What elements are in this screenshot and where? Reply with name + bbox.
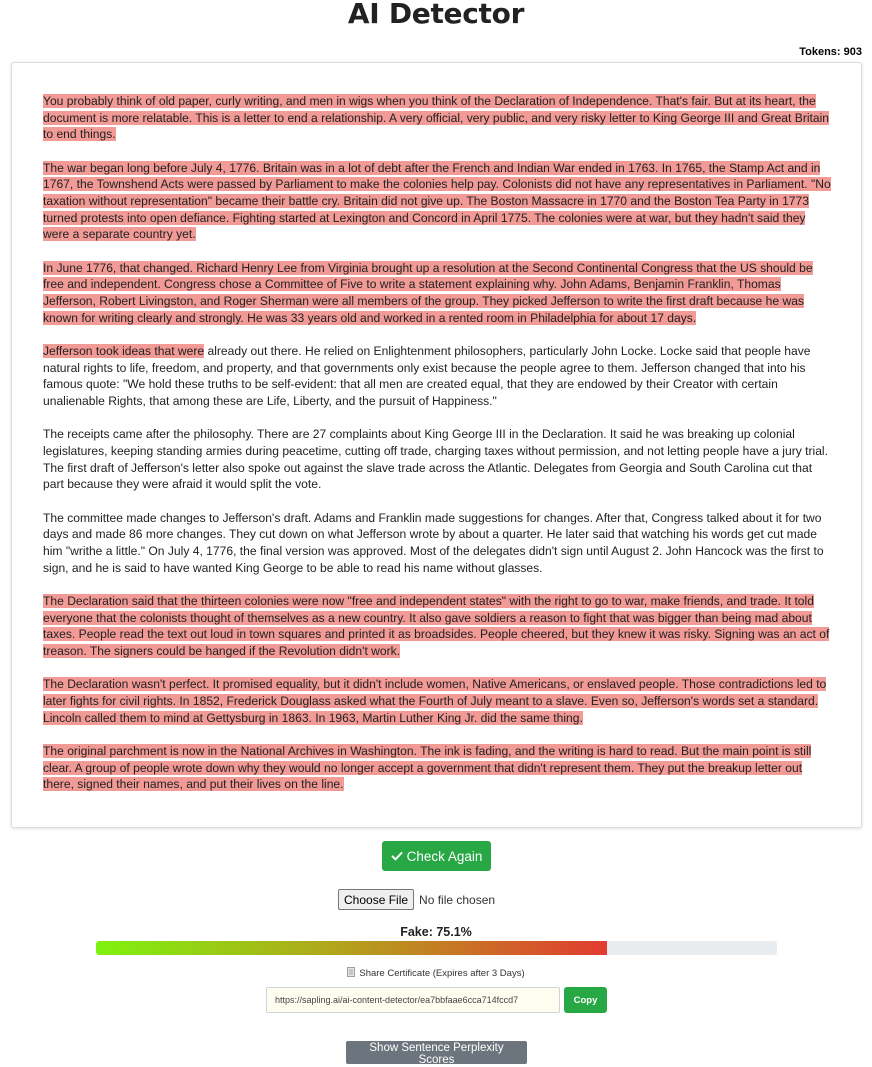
fake-score-label: Fake: 75.1% <box>400 925 472 939</box>
page-title: AI Detector <box>347 0 525 30</box>
text-paragraph <box>43 160 831 244</box>
file-upload <box>338 889 495 910</box>
human-text: The committee made changes to Jefferson's draft. Adams and Franklin made suggestions for changes. After that, Congress talked about it for two days and made 86 more changes. They cut down on what Jefferson wrote by about a quarter. He later said that watching his words get cut made him "writhe a little." On July 4, 1776, the final version was approved. Most of the delegates didn't sign until August 2. John Hancock was the first to sign, and he is said to have wanted King George to be able to read his name without glasses. <box>43 510 824 575</box>
check-again-button[interactable] <box>382 841 491 871</box>
text-paragraph <box>43 676 831 726</box>
text-paragraph <box>43 593 831 660</box>
ai-highlight: The war began long before July 4, 1776. Britain was in a lot of debt after the French and Indian War ended in 1763. In 1765, the Stamp Act and in 1767, the Townshend Acts were passed by Parliament to make the colonies help pay. Colonists did not have any representatives in Parliament. "No taxation without representation" became their battle cry. Britain did not give up. The Boston Massacre in 1770 and the Boston Tea Party in 1773 turned protests into open defiance. Fighting started at Lexington and Concord in April 1775. The colonies were at war, but they hadn't said they were a separate country yet. <box>43 160 831 242</box>
choose-file-button[interactable]: Choose File <box>338 889 414 910</box>
text-paragraph <box>43 260 831 327</box>
document-icon <box>347 967 355 977</box>
human-text: already out there. He relied on Enlightenment philosophers, particularly John Locke. Locke said that people have natural rights to life, freedom, and property, and that governments only exist because the people agree to them. Jefferson changed that into his famous quote: "We hold these truths to be self-evident: that all men are created equal, that they are endowed by their Creator with certain unalienable Rights, that among these are Life, Liberty, and the pursuit of Happiness." <box>43 343 811 409</box>
ai-highlight: You probably think of old paper, curly writing, and men in wigs when you think of the Declaration of Independence. That's fair. But at its heart, the document is more relatable. This is a letter to end a relationship. A very official, very public, and very risky letter to King George III and Great Britain to end things. <box>43 94 830 142</box>
text-paragraph <box>43 343 831 410</box>
ai-highlight: The original parchment is now in the National Archives in Washington. The ink is fading, and the writing is hard to read. But the main point is still clear. A group of people wrote down why they would no longer accept a government that didn't represent them. They put the breakup letter out there, signed their names, and put their lives on the line. <box>43 743 812 792</box>
fake-score-meter <box>96 941 777 955</box>
human-text: The receipts came after the philosophy. There are 27 complaints about King George III in the Declaration. It said he was breaking up colonial legislatures, keeping standing armies during peacetime, cutting off trade, charging taxes without permission, and not letting people have a jury trial. The first draft of Jefferson's letter also spoke out against the slave trade across the Atlantic. Delegates from Georgia and South Carolina cut that part because they were afraid it would split the vote. <box>43 427 828 492</box>
copy-button[interactable]: Copy <box>564 987 607 1013</box>
ai-highlight: Jefferson took ideas that were <box>43 343 205 358</box>
ai-highlight: The Declaration wasn't perfect. It promised equality, but it didn't include women, Native Americans, or enslaved people. Those contradictions led to later fights for civil rights. In 1852, Frederick Douglass asked what the Fourth of July meant to a slave. Even so, Jefferson's words set a standard. Lincoln called them to mind at Gettysburg in 1863. In 1963, Martin Luther King Jr. did the same thing. <box>43 677 827 725</box>
share-url-row <box>266 987 607 1013</box>
file-status: No file chosen <box>419 892 496 907</box>
fake-score-fill <box>96 941 607 955</box>
analyzed-text-panel[interactable] <box>11 62 862 828</box>
share-url-input[interactable] <box>266 987 560 1013</box>
check-again-label: Check Again <box>406 848 483 864</box>
text-paragraph <box>43 743 831 793</box>
share-certificate-label: Share Certificate (Expires after 3 Days) <box>359 968 525 979</box>
ai-highlight: In June 1776, that changed. Richard Henry Lee from Virginia brought up a resolution at the Second Continental Congress that the US should be free and independent. Congress chose a Committee of Five to write a statement explaining why. John Adams, Benjamin Franklin, Thomas Jefferson, Robert Livingston, and Roger Sherman were all members of the group. They picked Jefferson to write the first draft because he was known for writing clearly and strongly. He was 33 years old and worked in a rented room in Philadelphia for about 17 days. <box>43 260 813 325</box>
text-paragraph <box>43 93 831 143</box>
ai-highlight: The Declaration said that the thirteen colonies were now "free and independent states" with the right to go to war, make friends, and trade. It told everyone that the colonists thought of themselves as a new country. It also gave soldiers a reason to fight that was bigger than being mad about taxes. People read the text out loud in town squares and printed it as broadsides. People cheered, but they knew it was risky. Signing was an act of treason. The signers could be hanged if the Revolution didn't work. <box>43 593 830 658</box>
checkmark-icon <box>391 850 403 862</box>
perplexity-scores-button[interactable]: Show Sentence Perplexity Scores <box>346 1041 527 1064</box>
text-paragraph <box>43 510 831 577</box>
token-count: Tokens: 903 <box>799 46 862 58</box>
text-paragraph <box>43 426 831 493</box>
share-certificate <box>0 967 872 979</box>
